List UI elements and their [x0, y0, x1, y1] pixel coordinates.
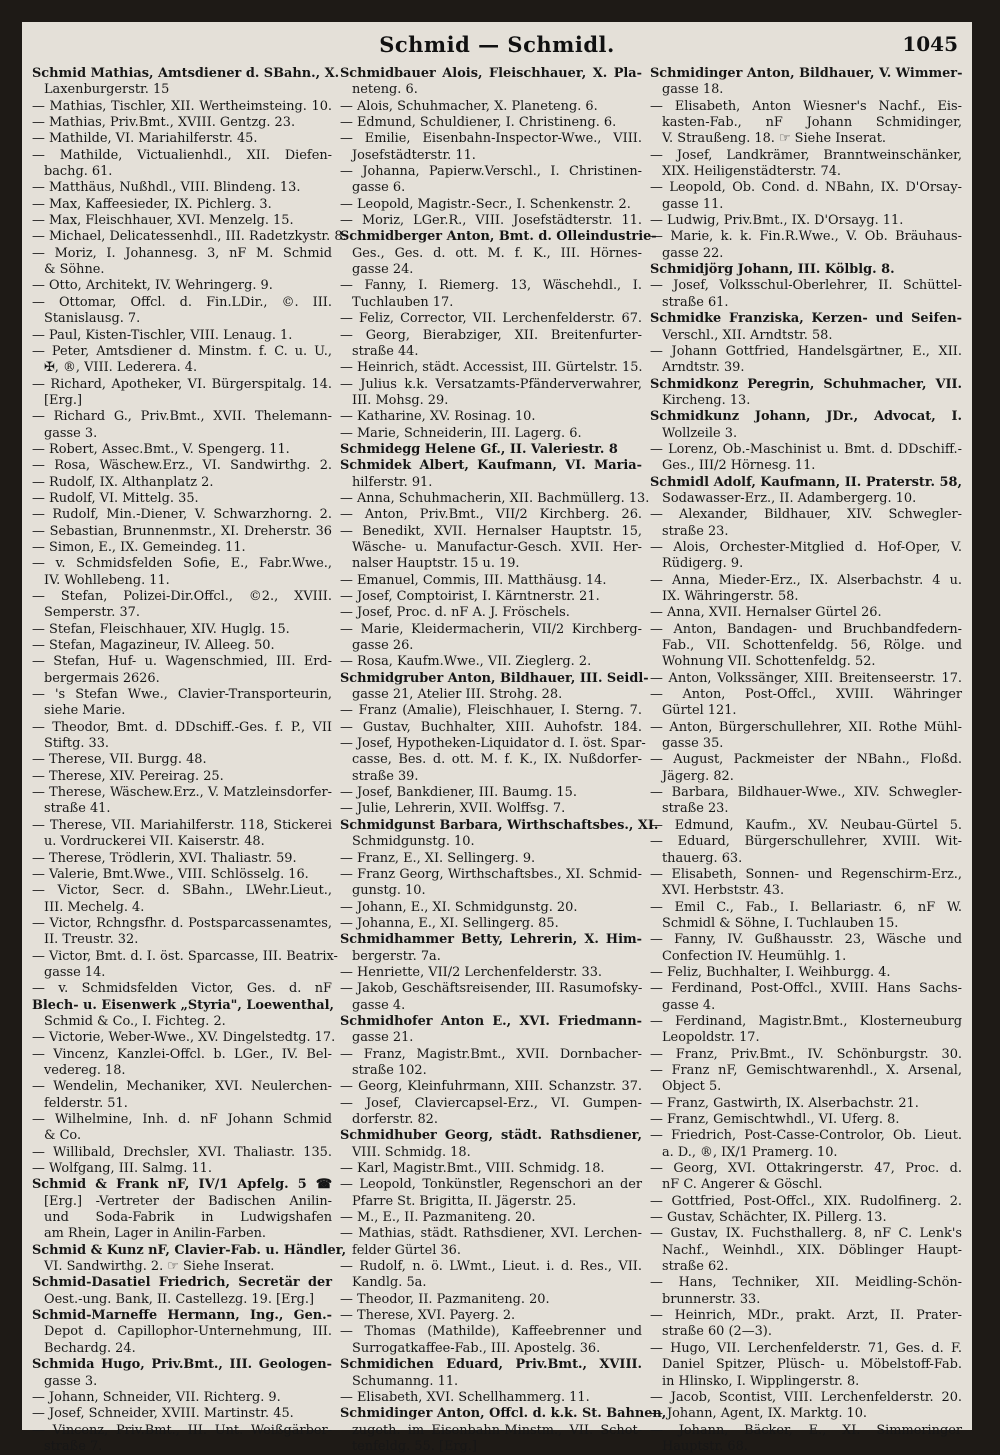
directory-line: — Wendelin, Mechaniker, XVI. Neulerchen-: [32, 1079, 332, 1095]
directory-line: — Vincenz, Priv.Bmt., III. Unt. Weißgärber-: [32, 1422, 332, 1438]
directory-line: — Elisabeth, Sonnen- und Regenschirm-Erz.,: [650, 866, 962, 882]
directory-line: — August, Packmeister der NBahn., Floßd.: [650, 752, 962, 768]
directory-line: — Therese, VII. Mariahilferstr. 118, Stickerei: [32, 817, 332, 833]
directory-line: — Johann, Bäcker, E., XI. Simmeringer: [650, 1422, 962, 1438]
directory-line: — Peter, Amtsdiener d. Minstm. f. C. u. U.,: [32, 343, 332, 359]
directory-line: & Co.: [44, 1128, 82, 1144]
directory-line: gasse 21, Atelier III. Strohg. 28.: [352, 687, 563, 703]
directory-line: Schmid & Kunz nF, Clavier-Fab. u. Händler,: [32, 1242, 347, 1258]
directory-line: bergermais 2626.: [44, 670, 160, 686]
directory-line: — Vincenz, Kanzlei-Offcl. b. LGer., IV. Bel-: [32, 1046, 332, 1062]
directory-line: — Josef, Comptoirist, I. Kärntnerstr. 21.: [340, 589, 600, 604]
directory-line: straße 7.: [44, 1438, 103, 1454]
directory-line: gasse 11.: [662, 196, 724, 212]
directory-line: — Benedikt, XVII. Hernalser Hauptstr. 15,: [340, 523, 642, 539]
directory-line: Schmidjörg Johann, III. Kölblg. 8.: [650, 262, 895, 278]
directory-line: — Rosa, Kaufm.Wwe., VII. Zieglerg. 2.: [340, 654, 592, 670]
directory-line: V. Straußeng. 18. ☞ Siehe Inserat.: [662, 131, 887, 147]
directory-line: gasse 3.: [44, 425, 98, 441]
directory-line: — Wilhelmine, Inh. d. nF Johann Schmid: [32, 1112, 332, 1127]
directory-line: — Lorenz, Ob.-Maschinist u. Bmt. d. DDschiff.-: [650, 441, 962, 457]
directory-line: — Stefan, Polizei-Dir.Offcl., ©2., XVIII.: [32, 589, 332, 604]
directory-line: — Ottomar, Offcl. d. Fin.LDir., ©. III.: [32, 294, 332, 310]
directory-line: — Max, Kaffeesieder, IX. Pichlerg. 3.: [32, 196, 272, 212]
directory-line: — Mathias, städt. Rathsdiener, XVI. Lerchen-: [340, 1226, 642, 1242]
directory-line: straße 102.: [352, 1062, 427, 1078]
directory-line: Leopoldstr. 17.: [662, 1030, 760, 1046]
directory-line: VI. Sandwirthg. 2. ☞ Siehe Inserat.: [44, 1259, 275, 1275]
directory-line: Laxenburgerstr. 15: [44, 82, 170, 98]
directory-line: — Georg, Bierabziger, XII. Breitenfurter-: [340, 327, 642, 343]
directory-line: — Rudolf, Min.-Diener, V. Schwarzhorng. 2.: [32, 507, 332, 523]
directory-line: dorferstr. 82.: [352, 1112, 438, 1127]
directory-line: — Fanny, I. Riemerg. 13, Wäschehdl., I.: [340, 278, 642, 294]
directory-line: Blech- u. Eisenwerk „Styria", Loewenthal,: [32, 997, 334, 1013]
directory-line: nalser Hauptstr. 15 u. 19.: [352, 556, 520, 572]
directory-line: — Elisabeth, XVI. Schellhammerg. 11.: [340, 1389, 590, 1405]
directory-line: tenfeldg. 55. [Erg.]: [352, 1438, 477, 1454]
directory-line: — Theodor, II. Pazmaniteng. 20.: [340, 1291, 550, 1307]
directory-line: — Johanna, Papierw.Verschl., I. Christinen-: [340, 164, 642, 180]
directory-line: — Hans, Techniker, XII. Meidling-Schön-: [650, 1275, 962, 1291]
directory-line: — Moriz, LGer.R., VIII. Josefstädterstr. 11.: [340, 213, 642, 229]
directory-line: Arndtstr. 39.: [662, 360, 745, 376]
directory-line: — Fanny, IV. Gußhausstr. 23, Wäsche und: [650, 932, 962, 948]
directory-line: — Victor, Rchngsfhr. d. Postsparcassenamtes,: [32, 915, 332, 931]
directory-line: — Gustav, Schächter, IX. Pillerg. 13.: [650, 1210, 887, 1226]
directory-line: gasse 18.: [662, 82, 724, 98]
directory-line: — Gustav, IX. Fuchsthallerg. 8, nF C. Lenk's: [650, 1226, 962, 1242]
directory-line: Schmidichen Eduard, Priv.Bmt., XVIII.: [340, 1357, 642, 1373]
directory-line: bergerstr. 7a.: [352, 948, 441, 964]
directory-line: gasse 3.: [44, 1373, 98, 1389]
directory-line: Schmidkunz Johann, JDr., Advocat, I.: [650, 409, 962, 425]
directory-line: — Josef, Landkrämer, Branntweinschänker,: [650, 147, 962, 163]
directory-line: — Hugo, VII. Lerchenfelderstr. 71, Ges. d. F.: [650, 1340, 962, 1356]
directory-line: gasse 4.: [662, 997, 716, 1013]
directory-line: — Mathias, Tischler, XII. Wertheimsteing. 10.: [32, 98, 332, 114]
directory-line: — Thomas (Mathilde), Kaffeebrenner und: [340, 1324, 642, 1340]
directory-line: — Rosa, Wäschew.Erz., VI. Sandwirthg. 2.: [32, 458, 332, 474]
page-number: 1045: [902, 32, 958, 56]
directory-line: — Ferdinand, Magistr.Bmt., Klosterneuburg: [650, 1013, 962, 1029]
directory-line: Stanislausg. 7.: [44, 311, 141, 327]
directory-line: — Theodor, Bmt. d. DDschiff.-Ges. f. P., VII: [32, 719, 332, 735]
directory-line: gasse 26.: [352, 638, 414, 654]
directory-line: — Elisabeth, Anton Wiesner's Nachf., Eis-: [650, 98, 962, 114]
directory-line: — Paul, Kisten-Tischler, VIII. Lenaug. 1.: [32, 327, 293, 343]
directory-line: Schmidek Albert, Kaufmann, VI. Maria-: [340, 458, 642, 474]
directory-line: — Stefan, Magazineur, IV. Alleeg. 50.: [32, 638, 275, 654]
directory-line: Schumanng. 11.: [352, 1373, 459, 1389]
directory-line: — Wolfgang, III. Salmg. 11.: [32, 1161, 212, 1177]
directory-line: Schmidl & Söhne, I. Tuchlauben 15.: [662, 915, 899, 931]
directory-line: — Marie, Kleidermacherin, VII/2 Kirchberg-: [340, 621, 642, 637]
column-right: [650, 66, 963, 1454]
directory-line: — Emilie, Eisenbahn-Inspector-Wwe., VIII.: [340, 131, 642, 147]
directory-line: Nachf., Weinhdl., XIX. Döblinger Haupt-: [662, 1242, 962, 1258]
directory-line: kasten-Fab., nF Johann Schmidinger,: [662, 115, 962, 131]
directory-line: — Josef, Schneider, XVIII. Martinstr. 45.: [32, 1406, 294, 1422]
directory-line: — Georg, Kleinfuhrmann, XIII. Schanzstr. 37.: [340, 1079, 642, 1095]
directory-line: — Victorie, Weber-Wwe., XV. Dingelstedtg. 17.: [32, 1030, 336, 1046]
directory-line: — Rudolf, n. ö. LWmt., Lieut. i. d. Res., VII.: [340, 1259, 642, 1275]
directory-line: — Leopold, Tonkünstler, Regenschori an der: [340, 1177, 642, 1193]
directory-line: — Emanuel, Commis, III. Matthäusg. 14.: [340, 572, 607, 588]
directory-line: Kircheng. 13.: [662, 392, 751, 408]
directory-line: — Willibald, Drechsler, XVI. Thaliastr. 135.: [32, 1144, 332, 1160]
directory-line: Schmidhuber Georg, städt. Rathsdiener,: [340, 1128, 642, 1144]
directory-line: gasse 14.: [44, 964, 106, 980]
directory-line: & Söhne.: [44, 262, 105, 278]
directory-line: — Therese, XIV. Pereirag. 25.: [32, 768, 224, 784]
directory-line: gasse 22.: [662, 245, 724, 261]
directory-line: Rüdigerg. 9.: [662, 556, 744, 572]
directory-line: — Leopold, Magistr.-Secr., I. Schenkenstr. 2.: [340, 196, 631, 212]
directory-line: Josefstädterstr. 11.: [352, 147, 476, 163]
directory-line: — Anton, Post-Offcl., XVIII. Währinger: [650, 687, 962, 703]
directory-line: nF C. Angerer & Göschl.: [662, 1177, 823, 1193]
page-title: Schmid — Schmidl.: [379, 32, 615, 57]
directory-line: Schmidhammer Betty, Lehrerin, X. Him-: [340, 932, 642, 948]
directory-line: — Richard G., Priv.Bmt., XVII. Thelemann-: [32, 409, 332, 425]
directory-line: — Therese, VII. Burgg. 48.: [32, 752, 207, 768]
directory-line: Hauptstr. 68.: [662, 1438, 748, 1454]
directory-line: — Victor, Bmt. d. I. öst. Sparcasse, III. Beatrix-: [32, 948, 338, 964]
directory-line: Schmid & Frank nF, IV/1 Apfelg. 5 ☎: [32, 1177, 332, 1193]
directory-line: vedereg. 18.: [44, 1062, 126, 1078]
directory-line: Schmidkonz Peregrin, Schuhmacher, VII.: [650, 376, 962, 392]
directory-line: — Anna, XVII. Hernalser Gürtel 26.: [650, 605, 882, 621]
directory-line: straße 23.: [662, 523, 729, 539]
directory-line: — Richard, Apotheker, VI. Bürgerspitalg. 14.: [32, 376, 332, 392]
directory-line: gasse 21.: [352, 1030, 414, 1046]
directory-line: straße 62.: [662, 1259, 729, 1275]
directory-line: — Therese, Trödlerin, XVI. Thaliastr. 59.: [32, 850, 297, 866]
directory-line: Ges., III/2 Hörnesg. 11.: [662, 458, 816, 474]
directory-line: Ges., Ges. d. ott. M. f. K., III. Hörnes-: [352, 245, 642, 261]
directory-line: — 's Stefan Wwe., Clavier-Transporteurin,: [32, 687, 332, 703]
directory-line: — Franz Georg, Wirthschaftsbes., XI. Schmid-: [340, 866, 642, 882]
directory-line: — Anton, Bandagen- und Bruchbandfedern-: [650, 621, 962, 637]
directory-line: u. Vordruckerei VII. Kaiserstr. 48.: [44, 834, 265, 850]
directory-line: XIX. Heiligenstädterstr. 74.: [662, 164, 842, 180]
directory-line: — Alois, Orchester-Mitglied d. Hof-Oper, V.: [650, 539, 962, 555]
directory-line: — Gottfried, Post-Offcl., XIX. Rudolfinerg. 2.: [650, 1193, 962, 1209]
directory-line: Schmid & Co., I. Fichteg. 2.: [44, 1013, 226, 1029]
directory-line: — Anton, Volkssänger, XIII. Breitenseerstr. 17.: [650, 670, 962, 686]
directory-line: — Johann Gottfried, Handelsgärtner, E., XII.: [650, 343, 962, 359]
directory-line: felderstr. 51.: [44, 1095, 128, 1111]
directory-line: straße 39.: [352, 768, 419, 784]
column-left: [32, 66, 347, 1454]
directory-line: — Otto, Architekt, IV. Wehringerg. 9.: [32, 278, 273, 294]
directory-line: — Marie, Schneiderin, III. Lagerg. 6.: [340, 425, 582, 441]
directory-line: a. D., ®, IX/1 Pramerg. 10.: [662, 1144, 838, 1160]
directory-line: — Jakob, Geschäftsreisender, III. Rasumofsky-: [340, 981, 643, 997]
directory-line: — Josef, Proc. d. nF A. J. Fröschels.: [340, 605, 570, 621]
directory-line: Schmidgunstg. 10.: [352, 834, 475, 850]
directory-line: Daniel Spitzer, Plüsch- u. Möbelstoff-Fab.: [662, 1357, 962, 1373]
directory-line: gasse 35.: [662, 736, 724, 752]
directory-line: gunstg. 10.: [352, 883, 426, 899]
directory-line: — Mathilde, Victualienhdl., XII. Diefen-: [32, 147, 332, 163]
directory-line: — Rudolf, IX. Althanplatz 2.: [32, 474, 214, 490]
directory-line: — Johann, Agent, IX. Marktg. 10.: [650, 1406, 868, 1422]
directory-line: — Alexander, Bildhauer, XIV. Schwegler-: [650, 507, 962, 523]
directory-line: und Soda-Fabrik in Ludwigshafen: [44, 1210, 332, 1226]
directory-line: straße 23.: [662, 801, 729, 817]
directory-line: in Hlinsko, I. Wipplingerstr. 8.: [662, 1373, 860, 1389]
directory-line: IV. Wohllebeng. 11.: [44, 572, 170, 588]
directory-line: Schmidbauer Alois, Fleischhauer, X. Pla-: [340, 66, 642, 81]
directory-line: — Franz, Gastwirth, IX. Alserbachstr. 21.: [650, 1095, 919, 1111]
directory-line: — Friedrich, Post-Casse-Controlor, Ob. Lieut.: [650, 1128, 962, 1144]
directory-line: — Stefan, Huf- u. Wagenschmied, III. Erd-: [32, 654, 332, 670]
directory-line: straße 41.: [44, 801, 111, 817]
directory-line: Surrogatkaffee-Fab., III. Apostelg. 36.: [352, 1340, 601, 1356]
directory-line: — Anton, Bürgerschullehrer, XII. Rothe Mühl-: [650, 719, 962, 735]
directory-line: Schmidl Adolf, Kaufmann, II. Praterstr. 58,: [650, 474, 962, 490]
directory-line: felder Gürtel 36.: [352, 1242, 461, 1258]
directory-line: Schmidberger Anton, Bmt. d. Olleindustrie-: [340, 229, 657, 245]
directory-line: — Michael, Delicatessenhdl., III. Radetzkystr. 8.: [32, 229, 347, 245]
directory-line: II. Treustr. 32.: [44, 932, 139, 948]
directory-line: Kandlg. 5a.: [352, 1275, 427, 1291]
directory-line: Semperstr. 37.: [44, 605, 140, 621]
directory-line: Oest.-ung. Bank, II. Castellezg. 19. [Erg.]: [44, 1291, 315, 1307]
directory-line: — v. Schmidsfelden Victor, Ges. d. nF: [32, 981, 332, 997]
directory-line: casse, Bes. d. ott. M. f. K., IX. Nußdorfer-: [352, 752, 642, 768]
directory-line: brunnerstr. 33.: [662, 1291, 761, 1307]
directory-line: — Josef, Bankdiener, III. Baumg. 15.: [340, 785, 577, 801]
directory-line: — Mathias, Priv.Bmt., XVIII. Gentzg. 23.: [32, 115, 296, 131]
directory-line: — Johanna, E., XI. Sellingerg. 85.: [340, 915, 559, 931]
directory-line: — M., E., II. Pazmaniteng. 20.: [340, 1210, 536, 1226]
directory-line: — Rudolf, VI. Mittelg. 35.: [32, 490, 199, 506]
directory-line: — Heinrich, städt. Accessist, III. Gürtelstr. 15.: [340, 360, 643, 376]
directory-line: [Erg.] -Vertreter der Badischen Anilin-: [44, 1193, 332, 1209]
directory-line: Schmidhofer Anton E., XVI. Friedmann-: [340, 1013, 642, 1029]
directory-line: Jägerg. 82.: [662, 768, 734, 784]
directory-line: — Josef, Hypotheken-Liquidator d. I. öst. Spar-: [340, 736, 646, 752]
directory-line: Gürtel 121.: [662, 703, 737, 719]
directory-line: Stiftg. 33.: [44, 736, 110, 752]
directory-line: gasse 24.: [352, 262, 414, 278]
directory-line: Schmidke Franziska, Kerzen- und Seifen-: [650, 311, 962, 327]
directory-line: straße 61.: [662, 294, 729, 310]
directory-line: — Robert, Assec.Bmt., V. Spengerg. 11.: [32, 441, 290, 457]
directory-line: — Matthäus, Nußhdl., VIII. Blindeng. 13.: [32, 180, 301, 196]
page-header: [22, 32, 972, 64]
directory-line: — Ludwig, Priv.Bmt., IX. D'Orsayg. 11.: [650, 213, 904, 229]
directory-line: bachg. 61.: [44, 164, 113, 180]
directory-line: straße 60 (2—3).: [662, 1324, 772, 1340]
directory-line: — Therese, XVI. Payerg. 2.: [340, 1308, 516, 1324]
directory-line: — Gustav, Buchhalter, XIII. Auhofstr. 184.: [340, 719, 642, 735]
directory-line: — Josef, Volksschul-Oberlehrer, II. Schüttel-: [650, 278, 962, 294]
directory-line: Sodawasser-Erz., II. Adambergerg. 10.: [662, 490, 917, 506]
directory-line: Wäsche- u. Manufactur-Gesch. XVII. Her-: [352, 539, 642, 555]
directory-line: VIII. Schmidg. 18.: [352, 1144, 471, 1160]
directory-line: — Max, Fleischhauer, XVI. Menzelg. 15.: [32, 213, 294, 229]
directory-line: Schmidegg Helene Gf., II. Valeriestr. 8: [340, 441, 618, 457]
directory-line: Bechardg. 24.: [44, 1340, 136, 1356]
directory-line: — Katharine, XV. Rosinag. 10.: [340, 409, 536, 425]
directory-line: — Marie, k. k. Fin.R.Wwe., V. Ob. Bräuhaus-: [650, 229, 962, 245]
directory-line: — Julius k.k. Versatzamts-Pfänderverwahrer,: [340, 376, 642, 392]
column-middle: [340, 66, 667, 1454]
directory-line: — Heinrich, MDr., prakt. Arzt, II. Prater-: [650, 1308, 962, 1324]
directory-page: [22, 22, 972, 1454]
directory-line: Schmidinger Anton, Bildhauer, V. Wimmer-: [650, 66, 963, 81]
directory-line: — Henriette, VII/2 Lerchenfelderstr. 33.: [340, 964, 602, 980]
directory-line: Verschl., XII. Arndtstr. 58.: [662, 327, 833, 343]
directory-line: Schmidgunst Barbara, Wirthschaftsbes., XI.: [340, 817, 659, 833]
directory-line: — Ferdinand, Post-Offcl., XVIII. Hans Sachs-: [650, 981, 962, 997]
directory-line: — Edmund, Kaufm., XV. Neubau-Gürtel 5.: [650, 817, 962, 833]
directory-line: Object 5.: [662, 1079, 722, 1095]
directory-line: — Johann, Schneider, VII. Richterg. 9.: [32, 1389, 281, 1405]
directory-line: Schmid Mathias, Amtsdiener d. SBahn., X.: [32, 66, 340, 81]
directory-line: — Moriz, I. Johannesg. 3, nF M. Schmid: [32, 245, 332, 261]
directory-line: Wohnung VII. Schottenfeldg. 52.: [662, 654, 876, 670]
directory-line: — Sebastian, Brunnenmstr., XI. Dreherstr. 36: [32, 523, 332, 539]
directory-line: III. Mohsg. 29.: [352, 392, 449, 408]
directory-line: Schmidgruber Anton, Bildhauer, III. Seidl-: [340, 670, 649, 686]
directory-line: — Anna, Schuhmacherin, XII. Bachmüllerg. 13.: [340, 490, 650, 506]
directory-line: — Barbara, Bildhauer-Wwe., XIV. Schwegler-: [650, 785, 962, 801]
directory-line: Depot d. Capillophor-Unternehmung, III.: [44, 1324, 332, 1340]
directory-line: am Rhein, Lager in Anilin-Farben.: [44, 1226, 267, 1242]
directory-line: — Franz, Priv.Bmt., IV. Schönburgstr. 30.: [650, 1046, 962, 1062]
directory-line: — Stefan, Fleischhauer, XIV. Huglg. 15.: [32, 621, 290, 637]
directory-line: — Karl, Magistr.Bmt., VIII. Schmidg. 18.: [340, 1161, 605, 1177]
directory-line: gasse 6.: [352, 180, 406, 196]
directory-line: straße 44.: [352, 343, 419, 359]
directory-line: — Feliz, Corrector, VII. Lerchenfelderstr. 67.: [340, 311, 642, 327]
directory-line: — Georg, XVI. Ottakringerstr. 47, Proc. d.: [650, 1161, 962, 1177]
directory-line: — Franz, Gemischtwhdl., VI. Uferg. 8.: [650, 1112, 900, 1127]
directory-line: — Franz, E., XI. Sellingerg. 9.: [340, 850, 536, 866]
directory-line: — Franz (Amalie), Fleischhauer, I. Sterng. 7.: [340, 703, 642, 719]
directory-line: — Johann, E., XI. Schmidgunstg. 20.: [340, 899, 578, 915]
directory-line: siehe Marie.: [44, 703, 126, 719]
directory-line: — Josef, Claviercapsel-Erz., VI. Gumpen-: [340, 1095, 642, 1111]
directory-line: [Erg.]: [44, 392, 82, 408]
directory-line: — Franz, Magistr.Bmt., XVII. Dornbacher-: [340, 1046, 642, 1062]
directory-line: Schmidinger Anton, Offcl. d. k.k. St. Bahnen,: [340, 1406, 667, 1422]
directory-line: Schmid-Dasatiel Friedrich, Secretär der: [32, 1275, 332, 1291]
directory-line: hilferstr. 91.: [352, 474, 433, 490]
directory-line: — Mathilde, VI. Mariahilferstr. 45.: [32, 131, 258, 147]
directory-line: — Eduard, Bürgerschullehrer, XVIII. Wit-: [650, 834, 962, 850]
directory-line: Fab., VII. Schottenfeldg. 56, Rölge. und: [662, 638, 962, 654]
directory-line: — Feliz, Buchhalter, I. Weihburgg. 4.: [650, 964, 891, 980]
directory-line: Schmid-Marneffe Hermann, Ing., Gen.-: [32, 1308, 332, 1324]
directory-line: zugeth. im Eisenbahn-Minstm., VII. Schot-: [352, 1422, 642, 1438]
directory-line: thauerg. 63.: [662, 850, 743, 866]
directory-line: — v. Schmidsfelden Sofie, E., Fabr.Wwe.,: [32, 556, 332, 572]
directory-line: — Emil C., Fab., I. Bellariastr. 6, nF W.: [650, 899, 962, 915]
directory-line: Schmida Hugo, Priv.Bmt., III. Geologen-: [32, 1357, 332, 1373]
directory-line: IX. Währingerstr. 58.: [662, 589, 799, 604]
directory-line: — Anna, Mieder-Erz., IX. Alserbachstr. 4 u.: [650, 572, 962, 588]
directory-line: — Edmund, Schuldiener, I. Christineng. 6.: [340, 115, 617, 131]
directory-line: — Anton, Priv.Bmt., VII/2 Kirchberg. 26.: [340, 507, 642, 523]
directory-line: — Victor, Secr. d. SBahn., LWehr.Lieut.,: [32, 883, 332, 899]
directory-line: gasse 4.: [352, 997, 406, 1013]
directory-line: Wollzeile 3.: [662, 425, 738, 441]
directory-line: — Jacob, Scontist, VIII. Lerchenfelderstr. 20.: [650, 1389, 962, 1405]
directory-line: — Therese, Wäschew.Erz., V. Matzleinsdorfer-: [32, 785, 332, 801]
directory-line: Pfarre St. Brigitta, II. Jägerstr. 25.: [352, 1193, 577, 1209]
directory-line: — Julie, Lehrerin, XVII. Wolffsg. 7.: [340, 801, 566, 817]
directory-line: ✠, ®, VIII. Lederera. 4.: [44, 360, 198, 376]
directory-line: — Alois, Schuhmacher, X. Planeteng. 6.: [340, 98, 598, 114]
directory-line: — Franz nF, Gemischtwarenhdl., X. Arsenal,: [650, 1062, 962, 1078]
directory-line: III. Mechelg. 4.: [44, 899, 145, 915]
directory-line: XVI. Herbststr. 43.: [662, 883, 785, 899]
directory-line: Tuchlauben 17.: [352, 294, 454, 310]
directory-line: — Simon, E., IX. Gemeindeg. 11.: [32, 539, 246, 555]
directory-line: — Leopold, Ob. Cond. d. NBahn, IX. D'Orsay-: [650, 180, 962, 196]
directory-line: Confection IV. Heumühlg. 1.: [662, 948, 847, 964]
directory-line: — Valerie, Bmt.Wwe., VIII. Schlösselg. 16.: [32, 866, 309, 882]
directory-line: neteng. 6.: [352, 82, 418, 98]
